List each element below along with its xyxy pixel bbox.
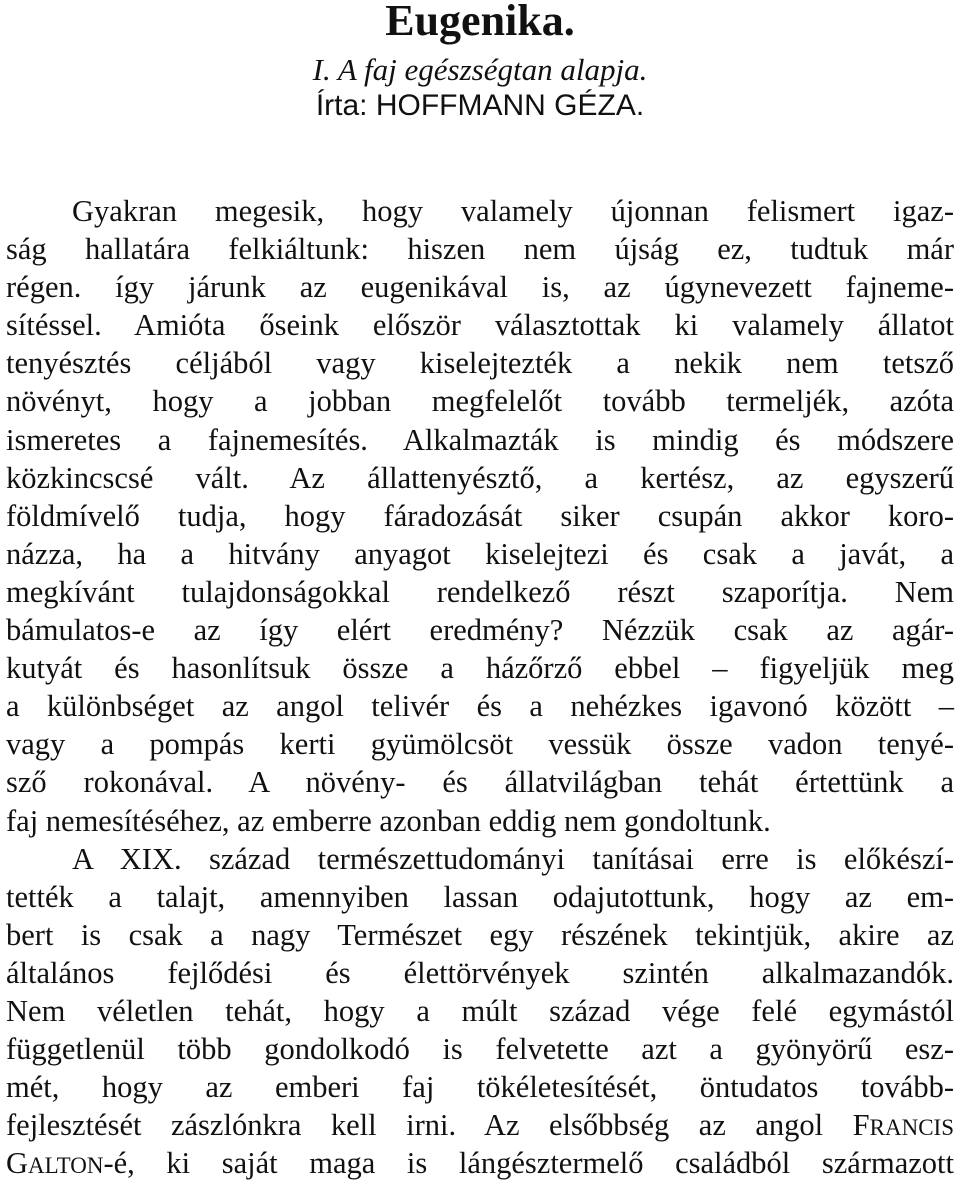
text-segment: -é, ki saját maga is lángésztermelő családból származott	[103, 1146, 954, 1181]
name-initial: F	[852, 1108, 870, 1143]
text-line: bert is csak a nagy Természet egy részének tekintjük, akire az	[6, 917, 954, 952]
text-line: függetlenül több gondolkodó is felvetette azt a gyönyörű esz-	[6, 1032, 954, 1067]
text-line: közkincscsé vált. Az állattenyésztő, a kertész, az egyszerű	[6, 460, 954, 495]
text-line: sítéssel. Amióta őseink először választottak ki valamely állatot	[6, 308, 954, 343]
text-line: sző rokonával. A növény- és állatvilágban tehát értettünk a	[6, 765, 954, 800]
text-line: a különbséget az angol telivér és a nehézkes igavonó között –	[6, 689, 954, 724]
text-line: A XIX. század természettudományi tanításai erre is előkészí-	[72, 841, 954, 876]
article-body	[6, 192, 954, 1182]
text-line: kutyát és hasonlítsuk össze a házőrző ebbel – figyeljük meg	[6, 651, 954, 686]
text-line: názza, ha a hitvány anyagot kiselejtezi és csak a javát, a	[6, 536, 954, 571]
text-line: ismeretes a fajnemesítés. Alkalmazták is mindig és módszere	[6, 422, 954, 457]
text-line: ság hallatára felkiáltunk: hiszen nem újság ez, tudtuk már	[6, 232, 954, 267]
article-title: Eugenika.	[385, 0, 575, 45]
text-line: vagy a pompás kerti gyümölcsöt vessük össze vadon tenyé-	[6, 727, 954, 762]
name-initial: G	[6, 1146, 29, 1181]
text-line: megkívánt tulajdonságokkal rendelkező részt szaporítja. Nem	[6, 574, 954, 609]
name-small-caps: ALTON	[28, 1153, 104, 1179]
text-line	[6, 1144, 954, 1182]
text-line	[6, 1106, 954, 1144]
text-line: Gyakran megesik, hogy valamely újonnan felismert igaz-	[72, 194, 954, 228]
article-author: Írta: HOFFMANN GÉZA.	[315, 89, 645, 122]
text-line: régen. így járunk az eugenikával is, az úgynevezett fajneme-	[6, 270, 954, 305]
text-line: Nem véletlen tehát, hogy a múlt század vége felé egymástól	[6, 993, 954, 1028]
text-line: faj nemesítéséhez, az emberre azonban eddig nem gondoltunk.	[6, 803, 771, 838]
name-small-caps: RANCIS	[869, 1115, 954, 1141]
text-line: általános fejlődési és élettörvények szintén alkalmazandók.	[6, 955, 954, 990]
text-line: mét, hogy az emberi faj tökéletesítését, öntudatos tovább-	[6, 1070, 954, 1105]
text-line: növényt, hogy a jobban megfelelőt tovább termeljék, azóta	[6, 384, 954, 419]
text-line: bámulatos-e az így elért eredmény? Nézzük csak az agár-	[6, 613, 954, 648]
text-segment: fejlesztését zászlónkra kell irni. Az elsőbbség az angol	[6, 1108, 853, 1143]
article-subtitle: I. A faj egészségtan alapja.	[312, 52, 648, 87]
text-line: földmívelő tudja, hogy fáradozását siker csupán akkor koro-	[6, 498, 954, 533]
text-line: tették a talajt, amennyiben lassan odajutottunk, hogy az em-	[6, 879, 954, 914]
text-line: tenyésztés céljából vagy kiselejtezték a nekik nem tetsző	[6, 346, 954, 381]
